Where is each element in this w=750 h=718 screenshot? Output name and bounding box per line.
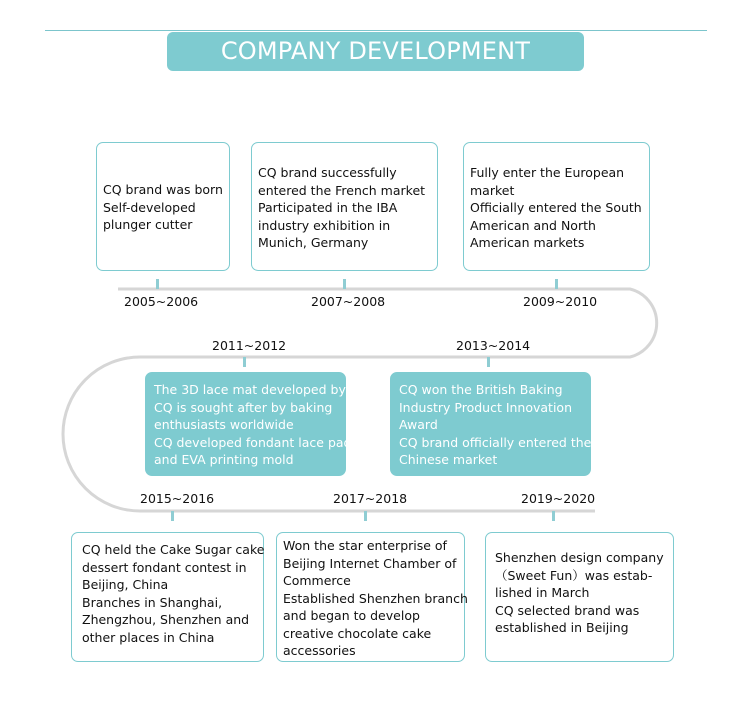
milestone-line: Officially entered the South <box>470 200 642 215</box>
milestone-line: Branches in Shanghai, <box>82 594 223 610</box>
milestone-line: Won the star enterprise of <box>283 538 447 553</box>
milestone-box-2017 <box>276 532 468 662</box>
milestone-line: CQ brand successfully <box>258 165 397 180</box>
milestone-box-2011 <box>145 372 352 476</box>
milestone-line: CQ selected brand was <box>495 602 640 618</box>
milestone-line: Award <box>399 417 438 432</box>
page-title: COMPANY DEVELOPMENT HISTORY <box>167 32 584 71</box>
year-label-2007: 2007~2008 <box>311 294 386 309</box>
milestone-line: entered the French market <box>258 182 426 198</box>
milestone-line: CQ brand was born <box>103 182 223 197</box>
milestone-line: established in Beijing <box>495 620 629 635</box>
milestone-box-2015 <box>71 532 264 662</box>
year-label-2017: 2017~2018 <box>333 491 408 506</box>
milestone-box-2019 <box>485 532 674 662</box>
milestone-line: Munich, Germany <box>258 235 369 250</box>
timeline-tick <box>171 511 174 521</box>
milestone-line: Beijing Internet Chamber of <box>283 555 457 571</box>
milestone-line: Industry Product Innovation <box>399 399 573 415</box>
milestone-line: enthusiasts worldwide <box>154 417 294 432</box>
year-label-2019: 2019~2020 <box>521 491 596 506</box>
milestone-line: plunger cutter <box>103 217 193 232</box>
milestone-line: CQ developed fondant lace pad <box>154 434 352 450</box>
year-label-2013: 2013~2014 <box>456 338 531 353</box>
milestone-line: American markets <box>470 235 585 250</box>
milestone-box-2005 <box>96 142 230 271</box>
milestone-line: Self-developed <box>103 199 196 215</box>
milestone-line: industry exhibition in <box>258 217 391 233</box>
timeline-tick <box>156 279 159 289</box>
milestone-line: Participated in the IBA <box>258 200 398 215</box>
milestone-line: market <box>470 182 515 198</box>
milestone-line: CQ brand officially entered the <box>399 434 592 450</box>
timeline-tick <box>243 357 246 367</box>
milestone-line: Shenzhen design company <box>495 550 664 565</box>
year-label-2015: 2015~2016 <box>140 491 215 506</box>
milestone-line: CQ won the British Baking <box>399 382 563 397</box>
milestone-line: Zhengzhou, Shenzhen and <box>82 612 250 627</box>
timeline-tick <box>364 511 367 521</box>
milestone-box-2009 <box>463 142 650 271</box>
milestone-line: lished in March <box>495 585 590 600</box>
milestone-line: Fully enter the European <box>470 165 625 180</box>
milestone-line: CQ held the Cake Sugar cake <box>82 542 265 557</box>
milestone-line: Established Shenzhen branch <box>283 590 468 606</box>
year-label-2009: 2009~2010 <box>523 294 598 309</box>
milestone-box-2007 <box>251 142 438 271</box>
year-label-2011: 2011~2012 <box>212 338 287 353</box>
timeline-tick <box>555 279 558 289</box>
milestone-line: Chinese market <box>399 452 498 467</box>
milestone-line: accessories <box>283 643 356 658</box>
milestone-box-2013 <box>390 372 591 476</box>
milestone-line: Commerce <box>283 573 351 588</box>
timeline-tick <box>487 357 490 367</box>
milestone-line: CQ is sought after by baking <box>154 399 333 415</box>
milestone-line: American and North <box>470 217 596 233</box>
milestone-line: and began to develop <box>283 608 420 623</box>
milestone-line: creative chocolate cake <box>283 625 432 641</box>
milestone-line: other places in China <box>82 629 215 645</box>
milestone-line: Beijing, China <box>82 577 169 592</box>
milestone-line: The 3D lace mat developed by <box>154 382 346 397</box>
timeline-tick <box>343 279 346 289</box>
timeline-tick <box>552 511 555 521</box>
year-label-2005: 2005~2006 <box>124 294 199 309</box>
milestone-line: （Sweet Fun）was estab- <box>495 567 653 583</box>
milestone-line: dessert fondant contest in <box>82 559 247 575</box>
milestone-line: and EVA printing mold <box>154 452 294 467</box>
